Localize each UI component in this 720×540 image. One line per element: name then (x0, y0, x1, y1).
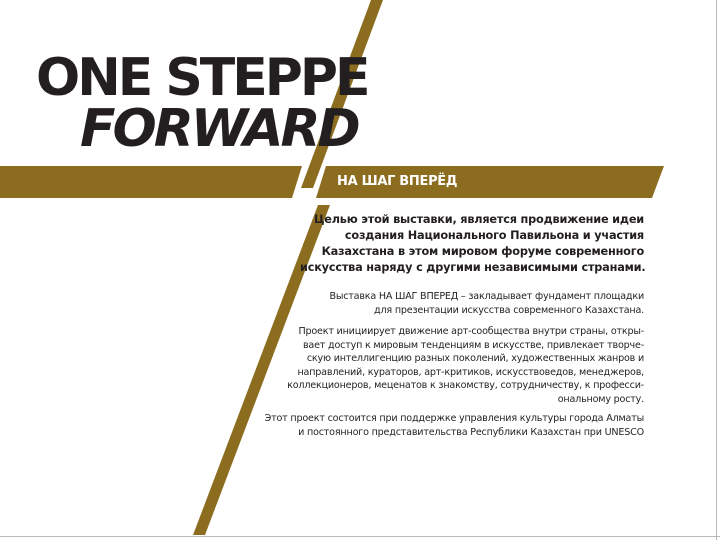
project-line: Проект инициирует движение арт-сообщества внутри страны, откры- (298, 326, 644, 337)
project-line: вает доступ к мировым тенденциям в искусстве, привлекает творче- (302, 339, 644, 351)
title-forward: FORWARD (80, 99, 358, 159)
support-paragraph (240, 412, 644, 439)
project-line: направлений, кураторов, арт-критиков, искусствоведов, менеджеров, (297, 366, 644, 378)
project-line: скую интеллигенцию разных поколений, художественных жанров и (306, 353, 644, 364)
frame-edge-right (716, 0, 717, 540)
title-one-steppe: ONE STEPPE (36, 48, 368, 108)
exhibition-line: для презентации искусства современного Казахстана. (374, 304, 644, 316)
support-line: и постоянного представительства Республики Казахстан при UNESCO (298, 426, 644, 438)
frame-edge-bottom (0, 536, 720, 537)
exhibition-line: Выставка НА ШАГ ВПЕРЕД – закладывает фундамент площадки (329, 291, 644, 302)
exhibition-paragraph (288, 290, 644, 317)
support-line: Этот проект состоится при поддержке управления культуры города Алматы (264, 413, 644, 424)
project-line: ональному росту. (557, 393, 644, 405)
intro-paragraph (300, 212, 644, 276)
project-line: коллекционеров, меценатов к знакомству, сотрудничеству, к професси- (287, 380, 644, 391)
intro-line: искусства наряду с другими независимыми странами. (300, 261, 646, 274)
gold-band (0, 166, 302, 198)
intro-line: создания Национального Павильона и участия (344, 229, 644, 242)
project-paragraph (262, 325, 644, 406)
intro-line: Казахстана в этом мировом форуме современного (321, 245, 644, 258)
band-title: НА ШАГ ВПЕРЁД (337, 174, 458, 189)
intro-line: Целью этой выставки, является продвижение идеи (313, 213, 644, 226)
